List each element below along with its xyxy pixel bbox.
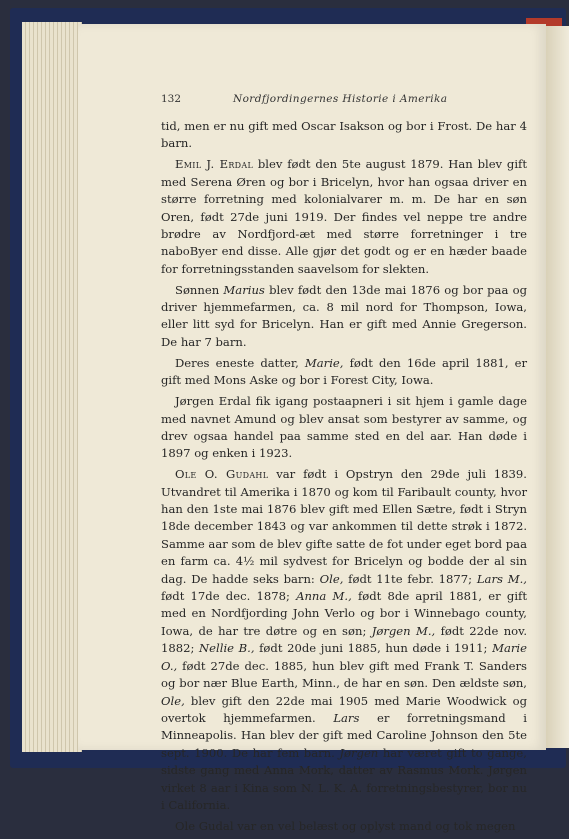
text-run: Jørgen Erdal fik igang postaapneri i sit hjem i gamle dage med navnet Amund og blev ansat som bestyrer av samme, og drev ogsaa handel paa samme sted en del aar. Han døde i 1897 og enken i 1923. bbox=[161, 394, 527, 461]
person-name: Lars M., bbox=[476, 571, 527, 586]
text-run: født den 16de april 1881, er gift med Mons Aske og bor i Forest City, Iowa. bbox=[161, 355, 527, 388]
person-name: Ole, bbox=[319, 571, 344, 586]
running-title: Nordfjordingernes Historie i Amerika bbox=[233, 93, 448, 105]
person-name: Anna M., bbox=[296, 589, 352, 604]
text-run: født 22de nov. 1882; bbox=[161, 623, 527, 656]
page-edges bbox=[22, 22, 82, 752]
page-header bbox=[161, 93, 523, 109]
person-name: Nellie B., bbox=[199, 641, 255, 656]
text-run: Ole Gudal var en vel belæst og oplyst mand og tok megen bbox=[175, 818, 516, 833]
facing-page-edge bbox=[546, 26, 569, 748]
person-name: Marie O., bbox=[161, 641, 527, 673]
text-run: var født i Opstryn den 29de juli 1839. Utvandret til Amerika i 1870 og kom til Faribault county, hvor han den 1ste mai 1876 blev gift med Ellen Sætre, født i Stryn 18de december 1843 og var ankommen til dette strøk i 1872. Samme aar som de blev gifte satte de fot under eget bord paa en farm ca. 4½ mil sydvest for Bricelyn og bodde der al sin dag. De hadde seks barn: bbox=[161, 467, 527, 586]
paragraph bbox=[161, 282, 527, 352]
paragraph bbox=[161, 393, 527, 463]
paragraph bbox=[161, 466, 527, 814]
paragraph bbox=[161, 818, 527, 835]
text-run: blev født den 13de mai 1876 og bor paa og driver hjemmefarmen, ca. 8 mil nord for Thompson, Iowa, eller litt syd for Bricelyn. Han er gift med Annie Gregerson. De har 7 barn. bbox=[161, 282, 527, 349]
paragraph bbox=[161, 156, 527, 278]
text-run: Deres eneste datter, bbox=[175, 355, 305, 370]
page-number: 132 bbox=[161, 93, 182, 105]
paragraph bbox=[161, 355, 527, 390]
text-run: født 20de juni 1885, hun døde i 1911; bbox=[254, 641, 493, 656]
text-run: født 11te febr. 1877; bbox=[343, 571, 477, 586]
entry-name: Emil J. Erdal bbox=[175, 157, 254, 172]
person-name: Jørgen bbox=[339, 745, 379, 760]
paragraph bbox=[161, 118, 527, 153]
text-run: født 8de april 1881, er gift med en Nordfjording John Verlo og bor i Winnebago county, Iowa, de har tre døtre og en søn; bbox=[161, 589, 527, 638]
person-name: Marie, bbox=[304, 355, 344, 370]
person-name: Lars bbox=[333, 710, 360, 725]
person-name: Ole, bbox=[161, 693, 185, 708]
text-run: blev født den 5te august 1879. Han blev gift med Serena Øren og bor i Bricelyn, hvor han ogsaa driver en større forretning med kolonialvarer m. m. De har en søn Oren, født 27de juni 1919. Der findes vel neppe tre andre brødre av Nordfjord-æt med større forretninger i tre naboByer end disse. Alle gjør det godt og er en hæder baade for forretningsstanden saavelsom for slekten. bbox=[161, 157, 527, 276]
text-run: Sønnen bbox=[175, 282, 224, 297]
text-run: blev gift den 22de mai 1905 med Marie Woodwick og overtok hjemmefarmen. bbox=[161, 693, 527, 725]
body-text bbox=[161, 118, 527, 839]
text-run: er forretningsmand i Minneapolis. Han blev der gift med Caroline Johnson den 5te sept. 1900. De har fem barn. bbox=[161, 710, 527, 760]
text-run: født 27de dec. 1885, hun blev gift med Frank T. Sanders og bor nær Blue Earth, Minn., de har en søn. Den ældste søn, bbox=[161, 658, 527, 691]
text-run: har været gift to gange, sidste gang med Anna Mork, datter av Rasmus Mork. Jørgen virket 8 aar i Kina som N. L. K. A. forretningsbestyrer, bor nu i California. bbox=[161, 745, 527, 812]
person-name: Jørgen M., bbox=[371, 623, 436, 638]
entry-name: Ole O. Gudahl bbox=[175, 467, 269, 482]
person-name: Marius bbox=[223, 282, 265, 297]
text-run: tid, men er nu gift med Oscar Isakson og bor i Frost. De har 4 barn. bbox=[161, 119, 527, 151]
text-run: født 17de dec. 1878; bbox=[161, 589, 297, 604]
